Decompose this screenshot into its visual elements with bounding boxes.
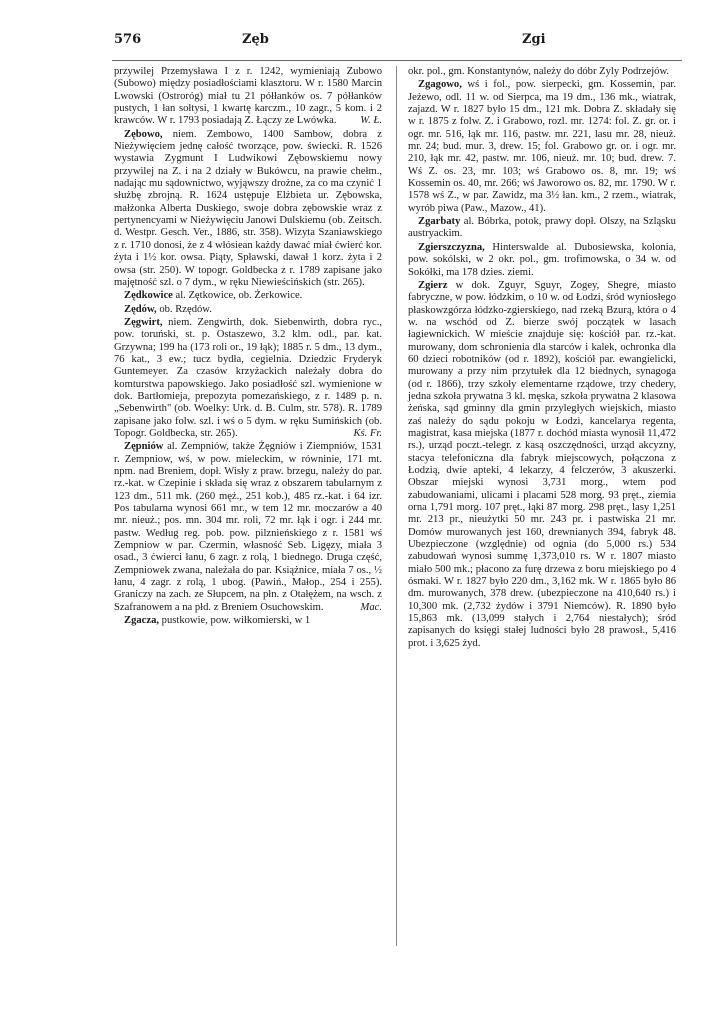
entry: Zędkowice al. Zętkowice, ob. Żerkowice. (124, 290, 303, 302)
right-running-head: Zgi (522, 32, 546, 47)
entry: Zgarbaty al. Bóbrka, potok, prawy dopł. Olszy, na Szląsku austryackim. (408, 216, 676, 240)
header-rule (112, 60, 682, 61)
entry: Zgacza, pustkowie, pow. wiłkomierski, w 1 (124, 615, 311, 627)
left-running-head: Zęb (242, 32, 269, 47)
entry: Zępniów al. Zempniów, także Żęgniów i Ziempniów, 1531 r. Zempniow, wś, w pow. mieleckim, w równinie, 171 mt. npm. nad Breniem, dopł. Wisły z praw. brzegu, należy do par. rz.-kat. w Czepinie i składa się wraz z obszarem tabularnym z 123 dm., 511 mk. (260 męż., 251 kob.), 485 rz.-kat. i 64 izr. Pos tabularna wynosi 661 mr., w tem 12 mr. moczarów a 40 mr. nieuż.; pos. mn. 304 mr. roli, 72 mr. łąk i ogr. i 244 mr. pastw. Według reg. pob. pow. pilznieńskiego z r. 1581 wś Zempniow w par. Czermin, własność Seb. Ligęzy, miała 3 osad., 3 ćwierci łanu, 6 zagr. z rolą, 1 biednego. Druga część, Zempniowek zwana, należała do par. Książnice, miała 7 os., ½ łanu, 4 zagr. z rolą, 1 ubog. (Pawiń., Małop., 254 i 255). Graniczy na zach. ze Słupcem, na płn. z Otałężem, na wsch. z Szafranowem a na płd. z Breniem Osuchowskim. Mac. (114, 441, 382, 613)
right-column (408, 66, 676, 651)
entry: Zgierz w dok. Zguyr, Sguyr, Zogey, Shegre, miasto fabryczne, w pow. łódzkim, o 10 w. od Łodzi, śród wyniosłego płaskowzgórza łódzko-zgierskiego, nad rzeką Bzurą, która o 4 w. na wschód od Z. bierze swój początek w lasach łagiewnickich. W mieście znajduje się: kościół par. rz.-kat. murowany, dom schronienia dla starców i kalek, ochronka dla 60 dzieci robotników (od r. 1892), kościół par. ewangielicki, murowany a przy nim przytułek dla 12 biednych, synagoga (od r. 1866), trzy szkoły elementarne rządowe, trzy chedery, jedna szkoła prywatna 3 kl. męska, szkoła prywatna 2 klasowa żeńska, sąd gminny dla gmin przyległych wiejskich, miasto zaś należy do sądu pokoju w Łodzi, kancelarya regenta, magistrat, kasa miejska (1877 r. dochód miasta wynosił 11,472 rs.), urząd poczt.-telegr. z kasą oszczędności, urząd akcyzny, stacya telefoniczna dla fabryk miejscowych, połączona z Łodzią, dwie apteki, 4 lekarzy, 4 felczerów, 3 akuszerki. Obszar miejski wynosi 3,731 morg., wtem pod zabudowaniami, ulicami i placami 528 morg. 93 pręt., ziemia orna 1,791 morg. 107 pręt., łąki 87 morg. 298 pręt., lasy 1,251 mr. 213 pr., nieużytki 50 mr. 243 pr. i pastwiska 21 mr. Domów murowanych jest 160, drewnianych 394, fabryk 48. Ubezpieczone (względnie) od ognia (do 5,000 rs.) 534 zabudowań wynosi summę 1,373,010 rs. W r. 1807 miasto miało 500 mk.; płacono za furę drzewa z boru miejskiego po 4 ósmaki. W r. 1827 było 220 dm., 3,162 mk. W r. 1865 było 86 dm. murowanych, 378 drew. (ubezpieczone na 410,640 rs.) i 10,300 mk. (2,732 żydów i 3791 Niemców). R. 1890 było 15,863 mk. (13,099 stałych i 2,764 niestałych); śród zapisanych do księgi stałej ludności było 28 prawosł., 5,416 prot. i 3,625 żyd. (408, 279, 676, 649)
entry: Zędów, ob. Rzędów. (124, 303, 212, 315)
entry: Zębowo, niem. Zembowo, 1400 Sambow, dobra z Nieżywięciem jednę całość tworzące, pow. świecki. R. 1526 wystawia Zygmunt I Ludwikowi Zębowskiemu nowy przywilej na Z. i na 2 działy w Bukówcu, na prawie chełm., nadając mu sądownictwo, wyjąwszy drożne, za co ma czynić 1 służbę zbrojną. R. 1624 ustępuje Elżbieta ur. Zębowska, małżonka Alberta Duskiego, swoje dobra zębowskie wraz z pertynencyami w Nieżywięciu Janowi Dulskiemu (ob. Zeitsch. d. Westpr. Gesch. Ver., 1886, str. 358). Wizyta Szaniawskiego z r. 1710 donosi, że z 4 włósiean każdy dawać miał ćwierć kor. żyta i 1½ kor. owsa. Piąty, Spławski, dawał 1 korz. żyta i 2 owsa (str. 250). W topogr. Goldbecka z r. 1789 zapisane jako majętność szl. o 7 dym., w ręku Niewieścińskich (str. 265). (114, 128, 382, 288)
entry: Zęgwirt, niem. Zengwirth, dok. Siebenwirth, dobra ryc., pow. toruński, st. p. Ostaszewo, 3.2 klm. odl., par. kat. Grzywna; 199 ha (173 roli or., 19 łąk); 1885 r. 5 dm., 13 dym., 76 kat., 3 ew.; tucz bydła, cegielnia. Dziedzic Fryderyk Guntemeyer. Za czasów krzyżackich należały dobra do komturstwa papowskiego. Jako posiadłość szl. wymienione w dok. Bartłomieja, prepozyta pomezańskiego, z r. 1489 p. n. „Sebenwirth" (ob. Woelky: Urk. d. B. Culm, str. 578). R. 1789 zapisane jako folw. szl. i wś o 5 dym. w ręku Sumińskich (ob. Topogr. Goldbecka, str. 265). Kś. Fr. (114, 316, 382, 439)
entry: okr. pol., gm. Konstantynów, należy do dóbr Zyly Podrzejów. (408, 66, 670, 77)
column-divider (396, 66, 397, 946)
entry: Zgagowo, wś i fol., pow. sierpecki, gm. Kossemin, par. Jeżewo, odl. 11 w. od Sierpca, ma 19 dm., 136 mk., wiatrak, zajazd. W r. 1827 było 15 dm., 121 mk. Dobra Z. składały się w r. 1875 z folw. Z. i Grabowo, rozl. mr. 1274: fol. Z. gr. or. i ogr. mr. 516, łąk mr. 116, pastw. mr. 221, lasu mr. 28, nieuż. mr. 24; bud. mur. 3, drew. 15; fol. Grabowo gr. or. i ogr. mr. 210, łąk mr. 42, pastw. mr. 106, nieuż. mr. 10; bud. drew. 7. Wś Z. os. 23, mr. 103; wś Grabowo os. 8, mr. 19; wś Kossemin os. 40, mr. 266; wś Jaworowo os. 82, mr. 1790. W r. 1578 wś Z., w par. Zawidz, ma 3½ łan. km., 2 rzem., wiatrak, wyrób piwa (Paw., Mazow., 41). (408, 79, 676, 214)
entry: przywilej Przemysława I z r. 1242, wymieniają Zubowo (Subowo) między posiadłościami klasztoru. W r. 1580 Marcin Lwowski (Ostroróg) miał tu 21 półłanków os. 7 półłanków pustych, 1 łan sołtysi, 1 kwartę karczm., 10 zagr., 5 kom. i 2 krawców. W r. 1793 posiadają Z. Łączy ze Lwówka. W. Ł. (114, 66, 382, 127)
page-number: 576 (114, 32, 142, 47)
entry: Zgierszczyzna, Hinterswalde al. Dubosiewska, kolonia, pow. sokólski, w 2 okr. pol., gm. trofimowska, o 34 w. od Sokółki, ma 178 dzies. ziemi. (408, 241, 676, 278)
left-column (114, 66, 382, 628)
